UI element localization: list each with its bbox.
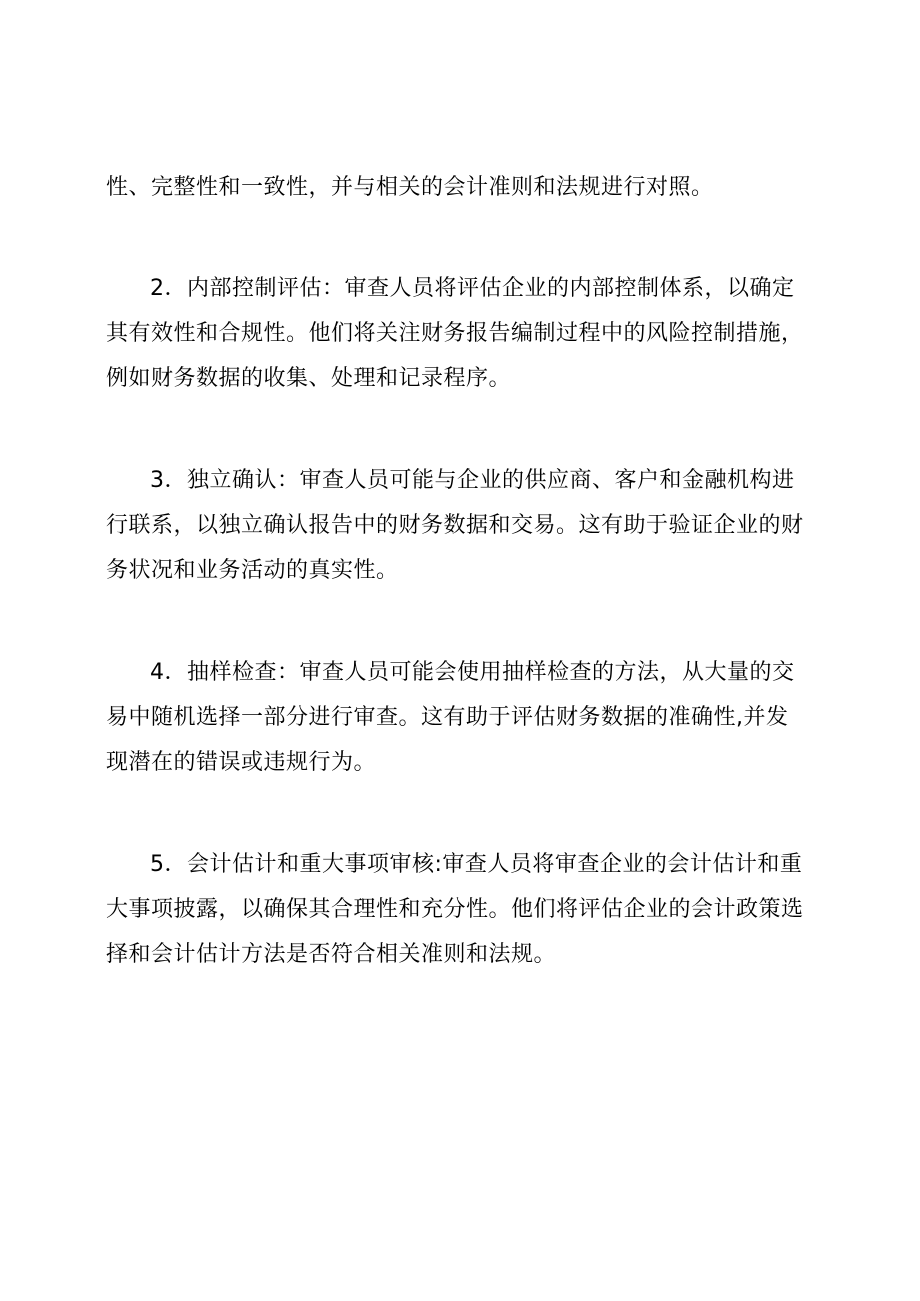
paragraph-line: 现潜在的错误或违规行为。	[106, 750, 377, 775]
paragraph-line: 务状况和业务活动的真实性。	[106, 558, 399, 583]
paragraph-sampling-check	[106, 650, 822, 785]
paragraph-accounting-estimates	[106, 842, 822, 977]
paragraph-line: 例如财务数据的收集、处理和记录程序。	[106, 366, 512, 391]
paragraph-line: 易中随机选择一部分进行审查。这有助于评估财务数据的准确性,并发	[106, 705, 789, 730]
paragraph-line: 大事项披露，以确保其合理性和充分性。他们将评估企业的会计政策选	[106, 897, 804, 922]
paragraph-line: 行联系，以独立确认报告中的财务数据和交易。这有助于验证企业的财	[106, 513, 804, 538]
paragraph-internal-control	[106, 266, 822, 401]
paragraph-line: 择和会计估计方法是否符合相关准则和法规。	[106, 942, 557, 967]
paragraph-line: 3．独立确认：审查人员可能与企业的供应商、客户和金融机构进	[150, 468, 795, 493]
paragraph-continuation	[106, 165, 822, 210]
paragraph-independent-confirmation	[106, 458, 822, 593]
paragraph-line: 性、完整性和一致性，并与相关的会计准则和法规进行对照。	[106, 175, 714, 200]
paragraph-line: 5．会计估计和重大事项审核:审查人员将审查企业的会计估计和重	[150, 852, 803, 877]
paragraph-line: 其有效性和合规性。他们将关注财务报告编制过程中的风险控制措施，	[106, 321, 804, 346]
paragraph-line: 4．抽样检查：审查人员可能会使用抽样检查的方法，从大量的交	[150, 660, 795, 685]
paragraph-line: 2．内部控制评估：审查人员将评估企业的内部控制体系，以确定	[150, 276, 795, 301]
